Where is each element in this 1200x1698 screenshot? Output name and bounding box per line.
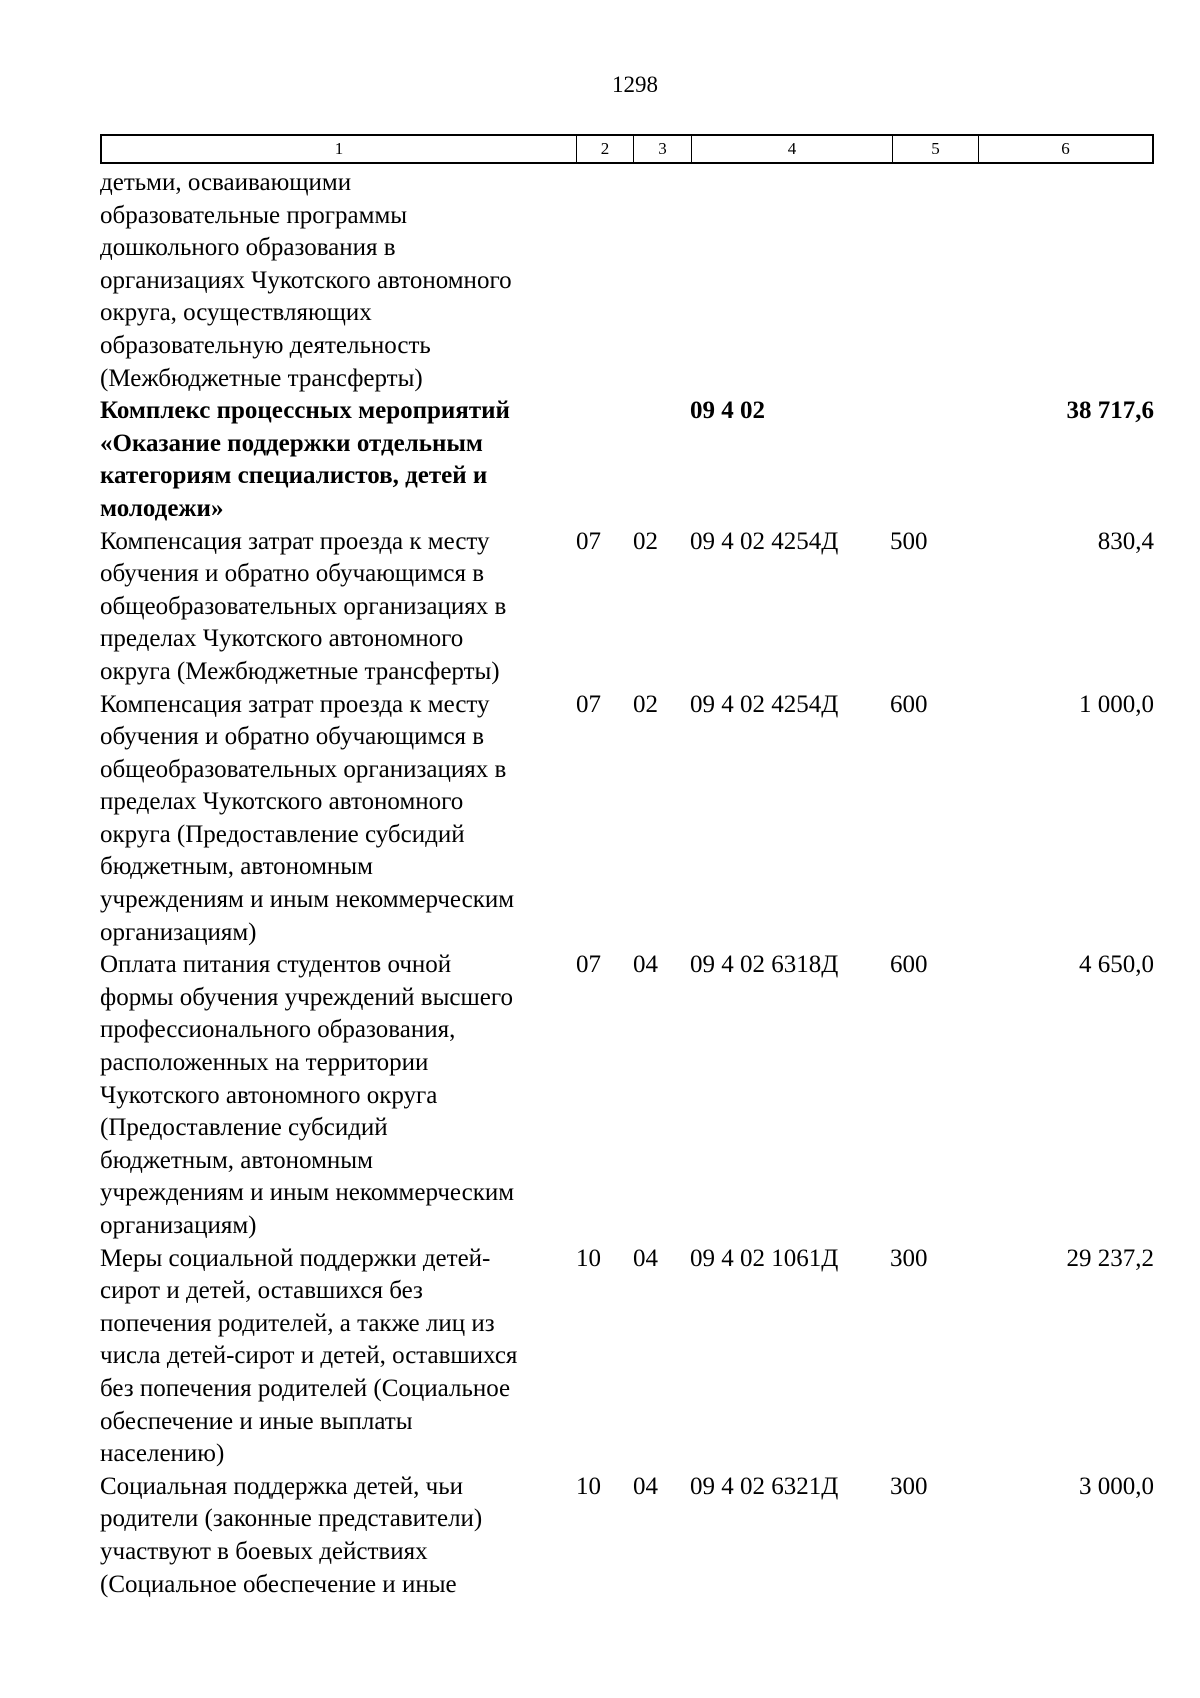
table-row — [100, 689, 1154, 950]
table-row-section — [100, 395, 1154, 525]
column-header-1: 1 — [102, 136, 577, 162]
row-target-article: 09 4 02 — [690, 397, 765, 425]
row-target-article: 09 4 02 6318Д — [690, 951, 839, 979]
row-description: Социальная поддержка детей, чьи родители (законные представители) участвуют в боевых действиях (Социальное обеспечение и иные — [100, 1472, 483, 1598]
row-amount: 4 650,0 — [1079, 951, 1154, 979]
row-amount: 38 717,6 — [1066, 397, 1154, 425]
row-expense-type: 500 — [890, 527, 928, 555]
row-subsection-code: 04 — [633, 1472, 658, 1500]
row-description: Оплата питания студентов очной формы обучения учреждений высшего профессионального образования, расположенных на территории Чукотского автономного округа (Предоставление субсидий бюджетным, автономным учреждениям и иным некоммерческим организациям) — [100, 951, 515, 1239]
row-target-article: 09 4 02 4254Д — [690, 690, 839, 718]
column-header-2: 2 — [577, 136, 634, 162]
table-row — [100, 1243, 1154, 1471]
table-body — [100, 167, 1154, 1601]
row-subsection-code: 02 — [633, 690, 658, 718]
row-subsection-code: 04 — [633, 1244, 658, 1272]
table-row — [100, 949, 1154, 1242]
row-target-article: 09 4 02 4254Д — [690, 527, 839, 555]
table-row — [100, 526, 1154, 689]
row-description: Компенсация затрат проезда к месту обучения и обратно обучающимся в общеобразовательных организациях в пределах Чукотского автономного округа (Предоставление субсидий бюджетным, автономным учреждениям и иным некоммерческим организациям) — [100, 690, 515, 946]
row-subsection-code: 04 — [633, 951, 658, 979]
row-amount: 29 237,2 — [1066, 1244, 1154, 1272]
column-header-5: 5 — [893, 136, 979, 162]
row-expense-type: 300 — [890, 1244, 928, 1272]
row-target-article: 09 4 02 6321Д — [690, 1472, 839, 1500]
row-expense-type: 600 — [890, 951, 928, 979]
page-number: 1298 — [612, 72, 658, 97]
row-target-article: 09 4 02 1061Д — [690, 1244, 839, 1272]
row-section-code: 07 — [576, 690, 601, 718]
row-amount: 3 000,0 — [1079, 1472, 1154, 1500]
column-header-4: 4 — [692, 136, 893, 162]
column-header-3: 3 — [634, 136, 692, 162]
row-amount: 1 000,0 — [1079, 690, 1154, 718]
row-section-code: 10 — [576, 1244, 601, 1272]
row-subsection-code: 02 — [633, 527, 658, 555]
row-amount: 830,4 — [1097, 527, 1154, 555]
row-section-code: 07 — [576, 951, 601, 979]
row-description: Меры социальной поддержки детей- сирот и детей, оставшихся без попечения родителей, а также лиц из числа детей-сирот и детей, оставшихся без попечения родителей (Социальное обеспечение и иные выплаты населению) — [100, 1244, 518, 1468]
row-expense-type: 300 — [890, 1472, 928, 1500]
column-header-6: 6 — [1061, 139, 1070, 158]
row-expense-type: 600 — [890, 690, 928, 718]
row-section-code: 07 — [576, 527, 601, 555]
row-description: детьми, осваивающими образовательные программы дошкольного образования в организациях Чукотского автономного округа, осуществляющих образовательную деятельность (Межбюджетные трансферты) — [100, 169, 512, 392]
row-description: Комплекс процессных мероприятий «Оказание поддержки отдельным категориям специалистов, детей и молодежи» — [100, 397, 510, 522]
table-row — [100, 1471, 1154, 1601]
row-section-code: 10 — [576, 1472, 601, 1500]
table-row — [100, 167, 1154, 395]
row-description: Компенсация затрат проезда к месту обучения и обратно обучающимся в общеобразовательных организациях в пределах Чукотского автономного округа (Межбюджетные трансферты) — [100, 527, 507, 685]
column-header-row — [100, 134, 1154, 164]
